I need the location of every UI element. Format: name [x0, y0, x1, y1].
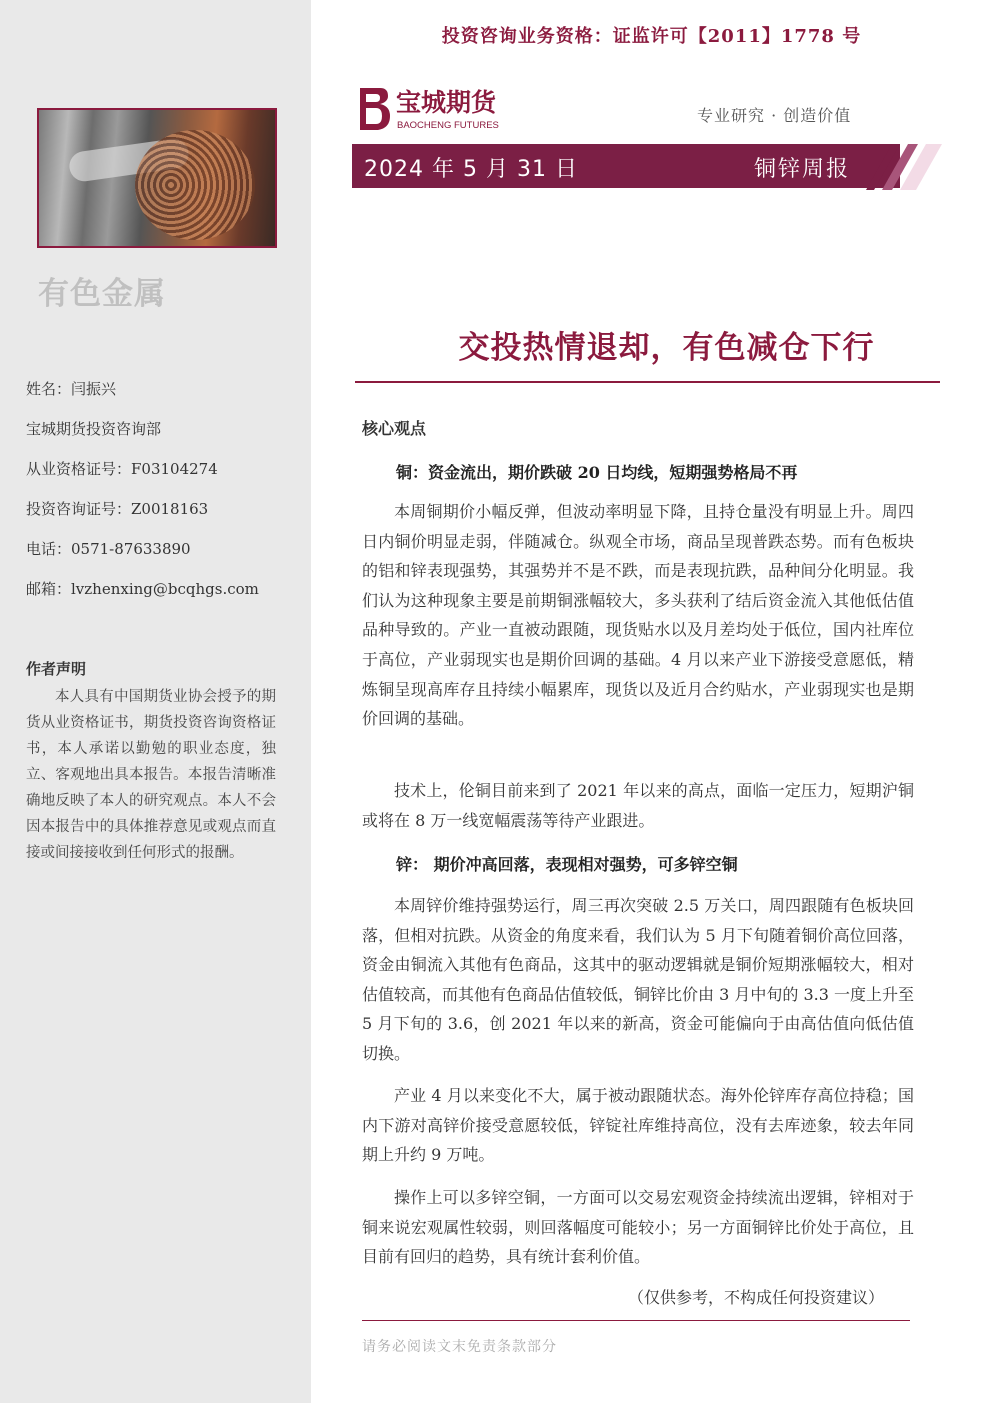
report-headline: 交投热情退却，有色减仓下行: [458, 330, 875, 366]
report-date: 2024 年 5 月 31 日: [364, 157, 578, 182]
zinc-paragraph-2: 产业 4 月以来变化不大，属于被动跟随状态。海外伦锌库存高位持稳；国内下游对高锌价接受意愿较低，锌锭社库维持高位，没有去库迹象，较去年同期上升约 9 万吨。: [362, 1086, 914, 1165]
footer-note: 请务必阅读文末免责条款部分: [362, 1339, 557, 1355]
license-line: 投资咨询业务资格：证监许可【2011】1778 号: [441, 26, 862, 47]
decorative-stripes: [852, 144, 942, 190]
slogan: 专业研究 · 创造价值: [697, 106, 852, 125]
disclaimer: （仅供参考，不构成任何投资建议）: [628, 1288, 885, 1307]
copper-heading: 铜：资金流出，期价跌破 20 日均线，短期强势格局不再: [396, 463, 798, 482]
sector-title: 有色金属: [38, 276, 166, 312]
analyst-department: 宝城期货投资咨询部: [26, 420, 162, 438]
logo-cn: 宝城期货: [396, 88, 497, 117]
zinc-heading: 锌： 期价冲高回落，表现相对强势，可多锌空铜: [396, 855, 738, 874]
declaration-text: 本人具有中国期货业协会授予的期货从业资格证书，期货投资咨询资格证书，本人承诺以勤勉的职业态度，独立、客观地出具本报告。本报告清晰准确地反映了本人的研究观点。本人不会因本报告中的具体推荐意见或观点而直接或间接接收到任何形式的报酬。: [26, 689, 276, 861]
footer-divider: [362, 1320, 910, 1321]
analyst-name: 姓名：闫振兴: [26, 380, 117, 398]
zinc-paragraph-3: 操作上可以多锌空铜，一方面可以交易宏观资金持续流出逻辑，锌相对于铜来说宏观属性较弱，则回落幅度可能较小；另一方面铜锌比价处于高位，且目前有回归的趋势，具有统计套利价值。: [362, 1188, 914, 1267]
logo-en: BAOCHENG FUTURES: [397, 120, 499, 131]
consulting-license: 投资咨询证号：Z0018163: [26, 500, 209, 518]
analyst-email[interactable]: 邮箱：lvzhenxing@bcqhgs.com: [26, 580, 259, 598]
logo-mark-icon: [360, 88, 390, 130]
company-logo: [354, 84, 524, 134]
copper-paragraph-2: 技术上，伦铜目前来到了 2021 年以来的高点，面临一定压力，短期沪铜或将在 8 万一线宽幅震荡等待产业跟进。: [362, 781, 914, 830]
headline-divider: [355, 381, 940, 383]
declaration-title: 作者声明: [26, 660, 87, 678]
copper-paragraph-1: 本周铜期价小幅反弹，但波动率明显下降，且持仓量没有明显上升。周四日内铜价明显走弱，伴随减仓。纵观全市场，商品呈现普跌态势。而有色板块的铝和锌表现强势，其强势并不是不跌，而是表现抗跌，品种间分化明显。我们认为这种现象主要是前期铜涨幅较大，多头获利了结后资金流入其他低估值品种导致的。产业一直被动跟随，现货贴水以及月差均处于低位，国内社库位于高位，产业弱现实也是期价回调的基础。4 月以来产业下游接受意愿低，精炼铜呈现高库存且持续小幅累库，现货以及近月合约贴水，产业弱现实也是期价回调的基础。: [362, 502, 914, 729]
zinc-paragraph-1: 本周锌价维持强势运行，周三再次突破 2.5 万关口，周四跟随有色板块回落，但相对抗跌。从资金的角度来看，我们认为 5 月下旬随着铜价高位回落，资金由铜流入其他有色商品，这其中的驱动逻辑就是铜价短期涨幅较大，相对估值较高，而其他有色商品估值较低，铜锌比价由 3 月中旬的 3.3 一度上升至 5 月下旬的 3.6，创 2021 年以来的新高，资金可能偏向于由高估值向低估值切换。: [362, 896, 914, 1063]
analyst-phone: 电话：0571-87633890: [26, 540, 191, 558]
core-view-title: 核心观点: [362, 419, 427, 438]
report-type: 铜锌周报: [753, 157, 850, 182]
date-bar: [352, 144, 900, 188]
cover-photo: [37, 108, 277, 248]
practice-license: 从业资格证号：F03104274: [26, 460, 218, 478]
sidebar: [0, 0, 311, 1403]
